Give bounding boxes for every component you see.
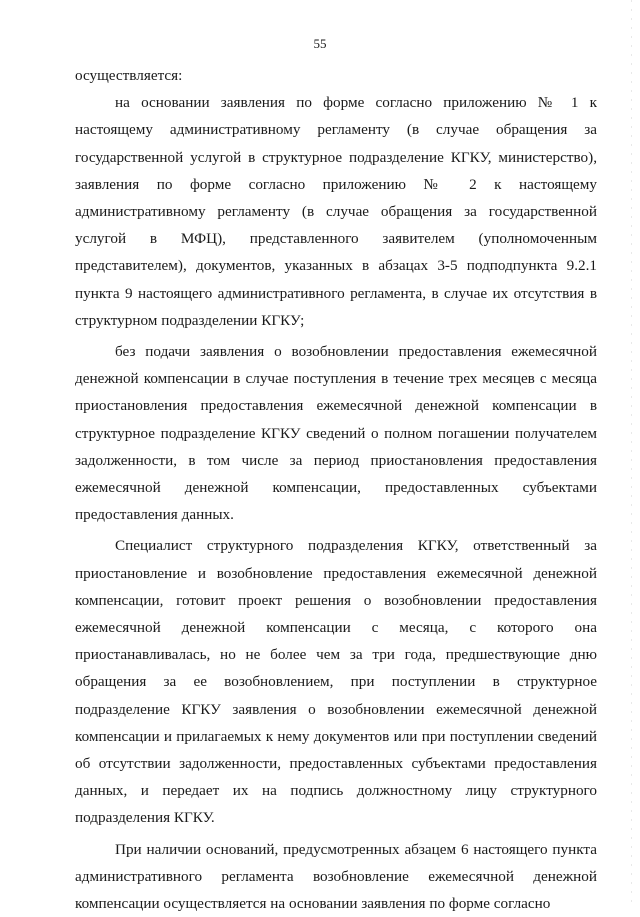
page-number: 55 [313,36,327,51]
paragraph-2: на основании заявления по форме согласно приложению № 1 к настоящему административному регламенту (в случае обращения за государственной услугой в структурное подразделение КГКУ, министерство), заявления по форме согласно приложению № 2 к настоящему административному регламенту (в случае обращения за государственной услугой в МФЦ), представленного заявителем (уполномоченным представителем), документов, указанных в абзацах 3-5 подподпункта 9.2.1 пункта 9 настоящего административного регламента, в случае их отсутствия в структурном подразделении КГКУ; [75,94,597,329]
document-body [75,62,597,917]
paragraph-1: осуществляется: [75,67,183,84]
paragraph-3: без подачи заявления о возобновлении предоставления ежемесячной денежной компенсации в случае поступления в течение трех месяцев с месяца приостановления предоставления ежемесячной денежной компенсации в структурное подразделение КГКУ сведений о полном погашении получателем задолженности, в том числе за период приостановления предоставления ежемесячной денежной компенсации, предоставленных субъектами предоставления данных. [75,343,597,524]
paragraph-4: Специалист структурного подразделения КГКУ, ответственный за приостановление и возобновление предоставления ежемесячной денежной компенсации, готовит проект решения о возобновлении предоставления ежемесячной денежной компенсации с месяца, с которого она приостанавливалась, но не более чем за три года, предшествующие дню обращения за ее возобновлением, при поступлении в структурное подразделение КГКУ заявления о возобновлении ежемесячной денежной компенсации и прилагаемых к нему документов или при поступлении сведений об отсутствии задолженности, предоставленных субъектами предоставления данных, и передает их на подпись должностному лицу структурного подразделения КГКУ. [75,537,597,827]
scan-edge-line [631,0,632,905]
paragraph-5: При наличии оснований, предусмотренных абзацем 6 настоящего пункта административного регламента возобновление ежемесячной денежной компенсации осуществляется на основании заявления по форме согласно [75,840,597,913]
